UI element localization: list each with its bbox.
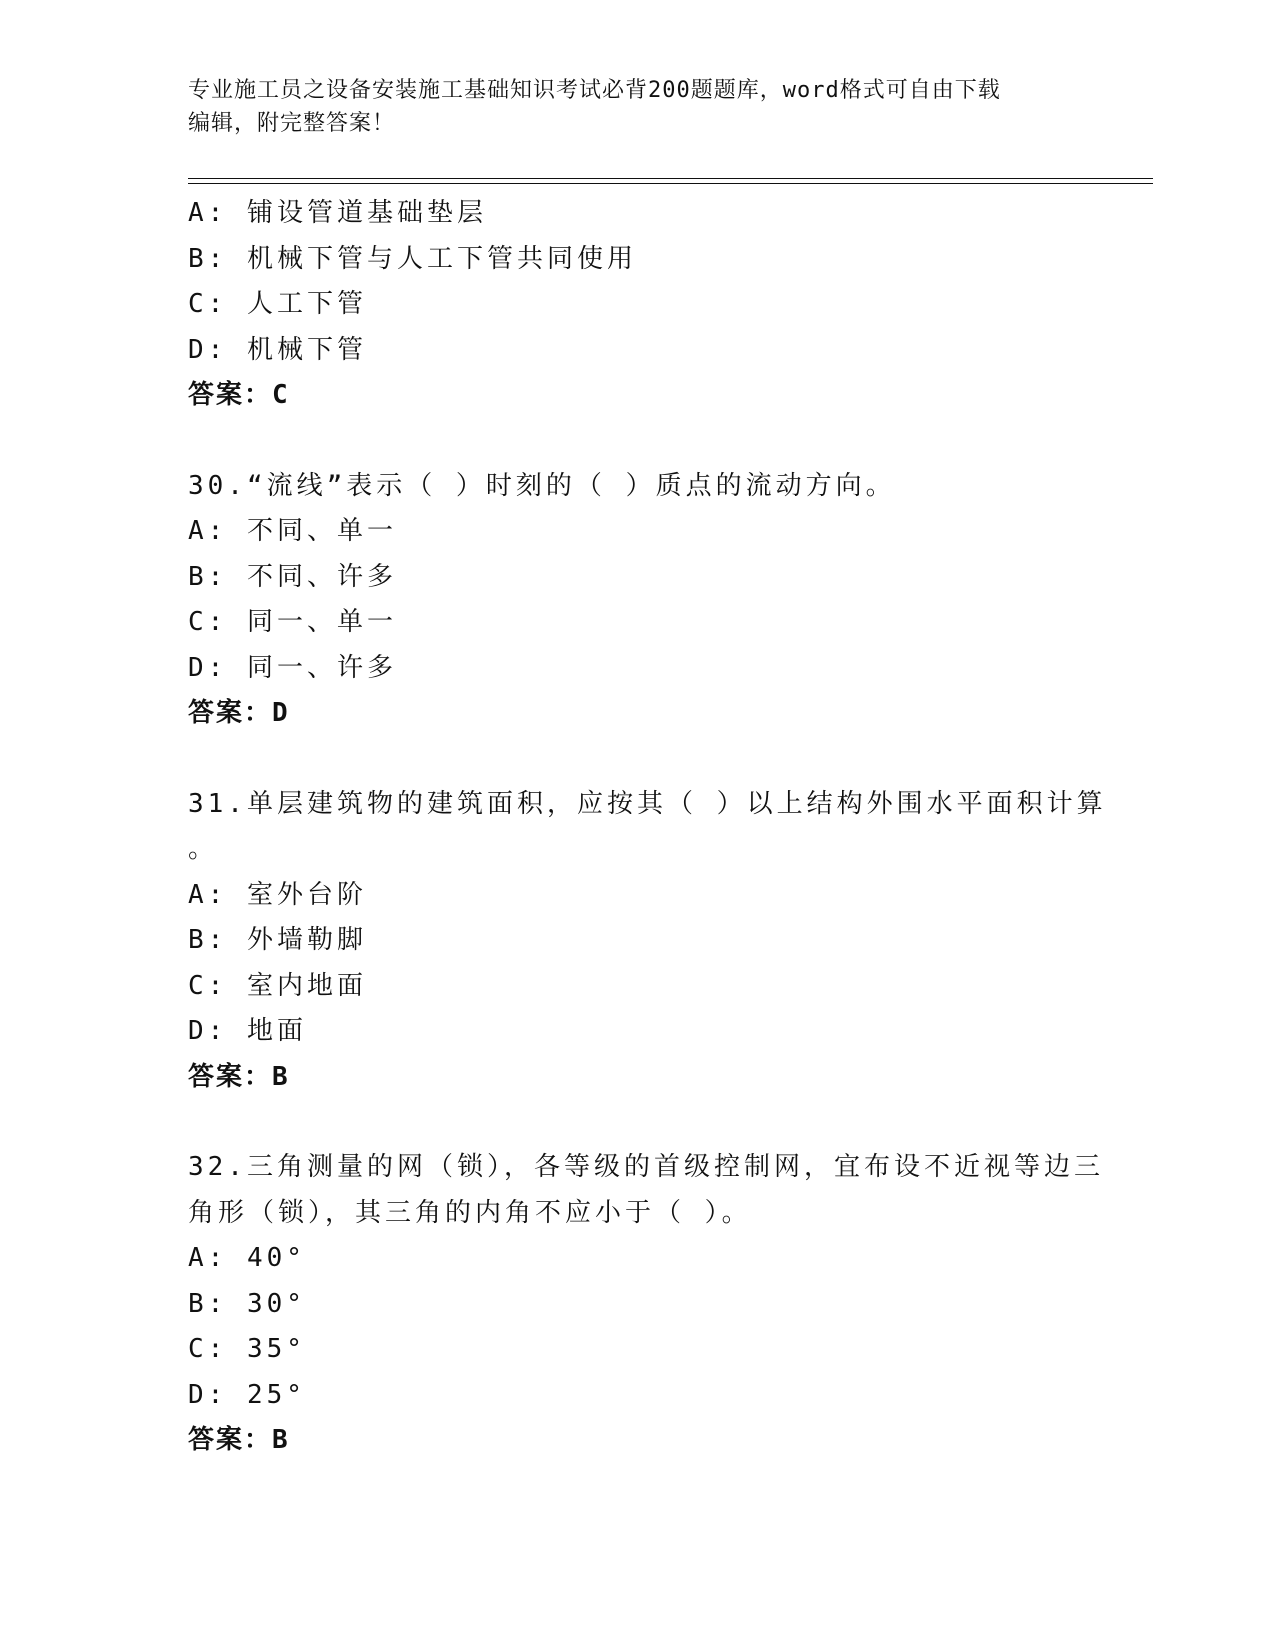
option-b: B: 机械下管与人工下管共同使用 [188, 243, 637, 274]
option-d: D: 地面 [188, 1016, 307, 1046]
option-d: D: 同一、许多 [188, 652, 397, 683]
answer: 答案：C [188, 380, 290, 410]
answer: 答案：B [188, 1425, 290, 1455]
question-text-line-2: 。 [188, 834, 219, 864]
header-rule-bottom [188, 183, 1153, 184]
option-b: B: 外墙勒脚 [188, 925, 367, 955]
question-block [188, 464, 1088, 737]
question-block [188, 782, 1107, 1101]
spacer [188, 419, 1088, 464]
option-a: A: 40° [188, 1243, 306, 1273]
option-c: C: 室内地面 [188, 970, 367, 1001]
spacer [188, 1100, 1088, 1145]
header-line-1: 专业施工员之设备安装施工基础知识考试必背200题题库，word格式可自由下载 [188, 78, 1001, 103]
answer: 答案：D [188, 698, 290, 728]
option-b: B: 30° [188, 1288, 306, 1319]
option-c: C: 人工下管 [188, 289, 367, 319]
question-list [188, 191, 1107, 1464]
question-block [188, 1145, 1104, 1464]
question-block [188, 191, 1088, 419]
option-d: D: 25° [188, 1379, 306, 1410]
question-text-line-2: 角形（锁），其三角的内角不应小于（ ）。 [188, 1197, 752, 1228]
spacer [188, 737, 1088, 782]
document-header [188, 74, 1068, 140]
answer: 答案：B [188, 1061, 290, 1092]
option-b: B: 不同、许多 [188, 561, 397, 592]
question-text-line-1: 32.三角测量的网（锁），各等级的首级控制网，宜布设不近视等边三 [188, 1152, 1104, 1182]
header-rule-top [188, 178, 1153, 179]
option-c: C: 35° [188, 1334, 306, 1364]
option-a: A: 不同、单一 [188, 516, 397, 546]
option-d: D: 机械下管 [188, 334, 367, 365]
option-c: C: 同一、单一 [188, 607, 397, 637]
option-a: A: 铺设管道基础垫层 [188, 198, 487, 228]
question-text: 30.“流线”表示（ ）时刻的（ ）质点的流动方向。 [188, 470, 896, 501]
header-line-2: 编辑，附完整答案！ [188, 111, 396, 136]
question-text-line-1: 31.单层建筑物的建筑面积，应按其（ ）以上结构外围水平面积计算 [188, 788, 1107, 819]
option-a: A: 室外台阶 [188, 879, 367, 910]
